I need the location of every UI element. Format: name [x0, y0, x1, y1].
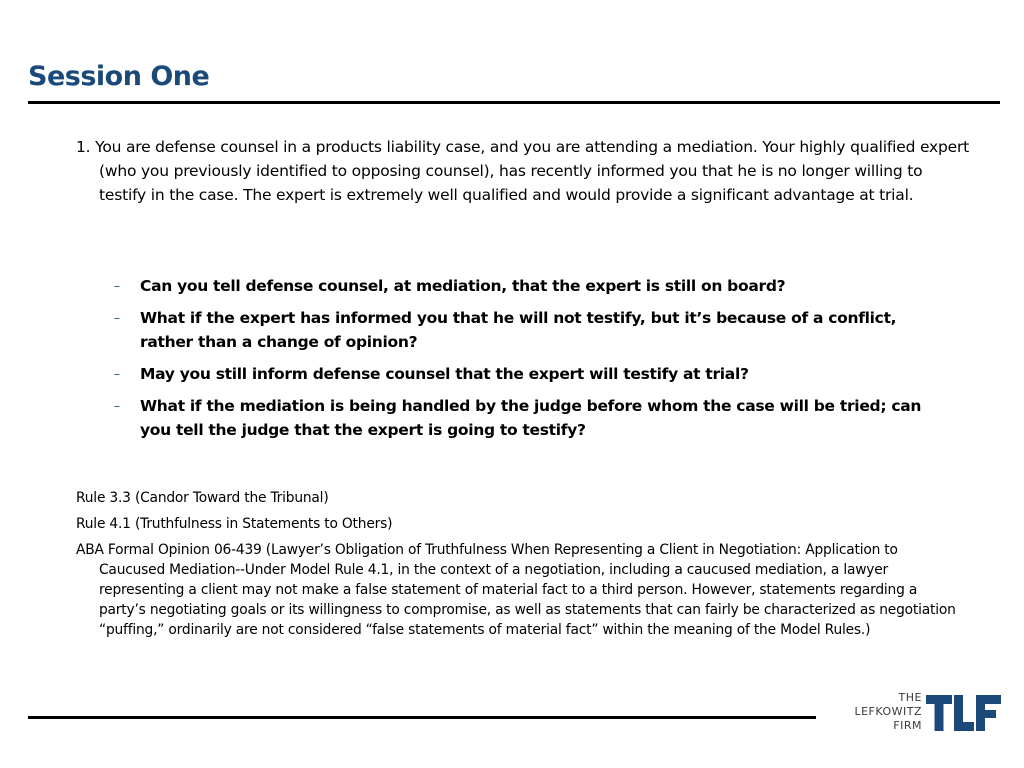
dash-bullet-icon: –: [114, 311, 120, 325]
rule-reference: Rule 4.1 (Truthfulness in Statements to Others): [76, 516, 393, 532]
dash-bullet-icon: –: [114, 367, 120, 381]
sub-question-text: What if the mediation is being handled by the judge before whom the case will be tried; can you tell the judge that the expert is going to testify?: [140, 397, 922, 439]
sub-question: [112, 362, 942, 386]
main-question: 1. You are defense counsel in a products liability case, and you are attending a mediation. Your highly qualified expert (who you previously identified to opposing counsel), has recently informed you that he is no longer willing to testify in the case. The expert is extremely well qualified and would provide a significant advantage at trial.: [76, 138, 970, 204]
sub-question: [112, 306, 942, 354]
sub-question: [112, 394, 942, 442]
title-divider: [28, 101, 1000, 104]
logo-line-firm: FIRM: [893, 719, 922, 732]
rules-section: [76, 488, 956, 640]
aba-opinion: ABA Formal Opinion 06-439 (Lawyer’s Obligation of Truthfulness When Representing a Client in Negotiation: Application to Caucused Mediation--Under Model Rule 4.1, in the context of a negotiation, including a caucused mediation, a lawyer representing a client may not make a false statement of material fact to a third person. However, statements regarding a party’s negotiating goals or its willingness to compromise, as well as statements that can fairly be characterized as negotiation “puffing,” ordinarily are not considered “false statements of material fact” within the meaning of the Model Rules.): [76, 542, 956, 638]
sub-question-text: Can you tell defense counsel, at mediation, that the expert is still on board?: [140, 277, 786, 295]
rule-reference: Rule 3.3 (Candor Toward the Tribunal): [76, 490, 329, 506]
logo-line-lefkowitz: LEFKOWITZ: [854, 705, 922, 718]
tlf-monogram-icon: [926, 693, 1002, 733]
footer-divider: [28, 716, 816, 719]
sub-question-text: May you still inform defense counsel that the expert will testify at trial?: [140, 365, 749, 383]
sub-question-list: [112, 274, 942, 450]
logo-wordmark: [854, 691, 922, 733]
sub-question-text: What if the expert has informed you that he will not testify, but it’s because of a conflict, rather than a change of opinion?: [140, 309, 897, 351]
slide-title: Session One: [28, 61, 210, 92]
logo-line-the: THE: [898, 691, 922, 704]
dash-bullet-icon: –: [114, 279, 120, 293]
dash-bullet-icon: –: [114, 399, 120, 413]
firm-logo: [838, 691, 1004, 737]
sub-question: [112, 274, 942, 298]
